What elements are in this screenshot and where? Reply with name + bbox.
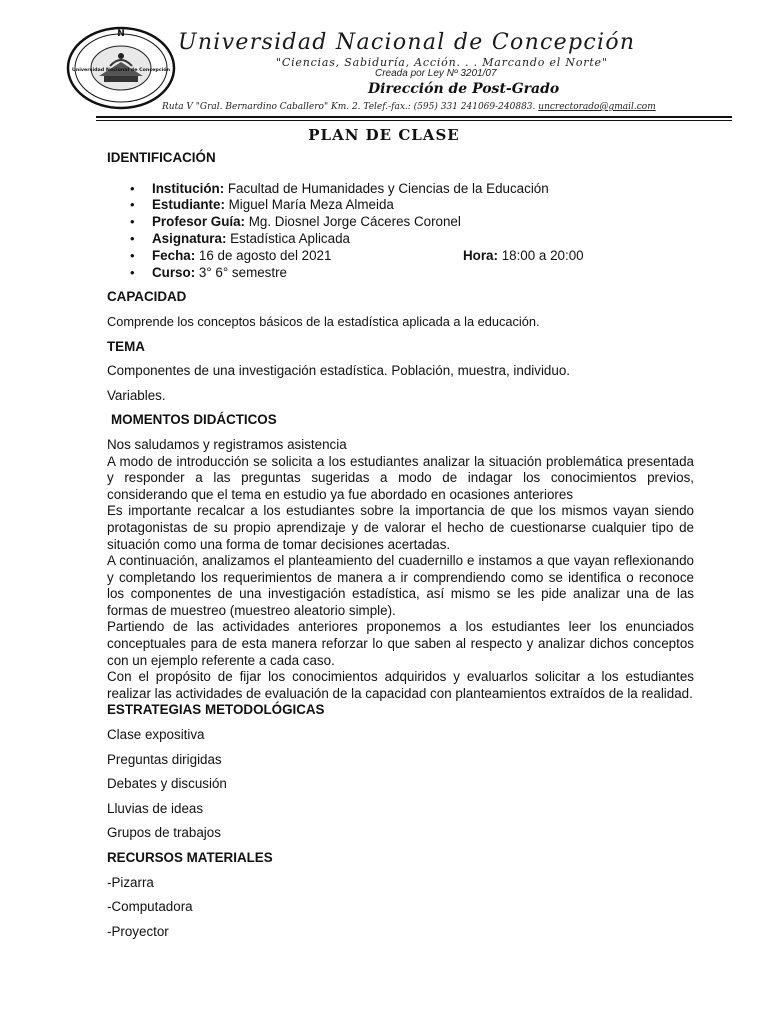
list-item: Clase expositiva (107, 727, 205, 743)
list-item: Lluvias de ideas (107, 800, 204, 816)
address-text: Ruta V "Gral. Bernardino Caballero" Km. 2. Telef.-fax.: (595) 331 241069-240883. (162, 102, 536, 112)
momentos-paragraph: Es importante recalcar a los estudiantes sobre la importancia de que los mismos vayan siendo protagonistas de su propio aprendizaje y de valorar el hecho de cuestionarse cualquier tipo de situación como una forma de tomar decisiones acertadas. (107, 503, 694, 552)
momentos-paragraph: A continuación, analizamos el planteamiento del cuadernillo e instamos a que vayan reflexionando y completando los requerimientos de manera a ir comprendiendo como se identifica o reconoce los componentes de una investigación estadística, así mismo se les pide analizar una de las formas de muestreo (muestreo aleatorio simple). (107, 553, 694, 618)
momentos-paragraph: Partiendo de las actividades anteriores proponemos a los estudiantes leer los enunciados conceptuales para de esta manera reforzar lo que saben al respecto y analizar dichos conceptos con un ejemplo referente a cada caso. (107, 619, 694, 668)
direction-title: Dirección de Post-Grado (368, 81, 560, 97)
tema-text-1: Componentes de una investigación estadística. Población, muestra, individuo. (107, 363, 570, 379)
momentos-paragraph: A modo de introducción se solicita a los estudiantes analizar la situación problemática presentada y responder a las preguntas sugeridas a modo de indagar los conocimientos previos, considerando que el tema en estudio ya fue abordado en ocasiones anteriores (107, 453, 694, 502)
university-name: Universidad Nacional de Concepción (178, 30, 636, 55)
university-motto: "Ciencias, Sabiduría, Acción. . . Marcando el Norte" (276, 56, 608, 69)
header-divider-thin (96, 120, 732, 121)
hora-field: Hora: 18:00 a 20:00 (463, 247, 584, 263)
list-item: • Profesor Guía: Mg. Diosnel Jorge Cáceres Coronel (107, 214, 694, 231)
identificacion-heading: IDENTIFICACIÓN (107, 150, 216, 165)
email-link[interactable]: uncrectorado@gmail.com (538, 102, 656, 112)
estrategias-heading: ESTRATEGIAS METODOLÓGICAS (107, 702, 325, 718)
letterhead (0, 0, 768, 122)
document-body (107, 150, 694, 940)
list-item: -Proyector (107, 923, 169, 939)
list-item: • Institución: Facultad de Humanidades y Ciencias de la Educación (107, 181, 694, 198)
list-item: • Estudiante: Miguel María Meza Almeida (107, 197, 694, 214)
list-item: Debates y discusión (107, 776, 227, 792)
address-line (162, 102, 656, 112)
list-item: -Computadora (107, 899, 193, 915)
list-item: Grupos de trabajos (107, 825, 221, 841)
seal-ring-text: Universidad Nacional de Concepción (72, 68, 165, 73)
list-item: • Fecha: 16 de agosto del 2021 Hora: 18:00 a 20:00 (107, 248, 694, 265)
creation-law: Creada por Ley Nº 3201/07 (375, 68, 497, 79)
university-seal-logo (66, 26, 176, 110)
header-divider (96, 116, 732, 118)
list-item: • Asignatura: Estadística Aplicada (107, 231, 694, 248)
momentos-heading: MOMENTOS DIDÁCTICOS (111, 412, 277, 428)
page-title: PLAN DE CLASE (308, 126, 460, 144)
list-item: • Curso: 3° 6° semestre (107, 265, 694, 282)
momentos-paragraph: Con el propósito de fijar los conocimientos adquiridos y evaluarlos solicitar a los estudiantes realizar las actividades de evaluación de la capacidad con planteamientos extraídos de la realidad. (107, 669, 694, 701)
tema-text-2: Variables. (107, 387, 166, 403)
list-item: Preguntas dirigidas (107, 751, 222, 767)
identificacion-list (107, 181, 694, 282)
capacidad-heading: CAPACIDAD (107, 289, 187, 305)
capacidad-text: Comprende los conceptos básicos de la estadística aplicada a la educación. (107, 313, 540, 329)
seal-letter: N (117, 29, 125, 39)
momentos-paragraph: Nos saludamos y registramos asistencia (107, 436, 347, 452)
tema-heading: TEMA (107, 338, 145, 354)
recursos-heading: RECURSOS MATERIALES (107, 850, 273, 865)
list-item: -Pizarra (107, 874, 154, 890)
